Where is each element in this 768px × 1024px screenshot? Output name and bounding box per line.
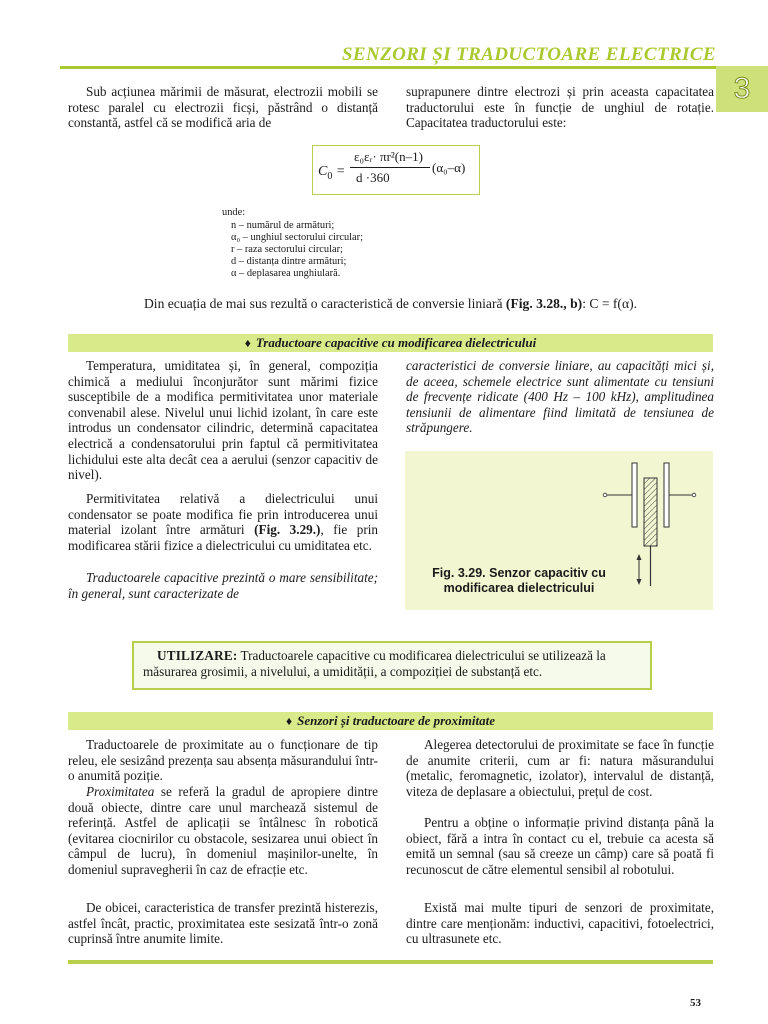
variable-item: α₀ – unghiul sectorului circular; — [231, 232, 363, 244]
variable-item: n – numărul de armături; — [231, 220, 335, 231]
intro-left-paragraph: Sub acțiunea mărimii de măsurat, electrozii mobili se rotesc paralel cu electrozii ficși, păstrând o distanță constantă, astfel că se modifică aria de — [68, 84, 378, 131]
page-number: 53 — [690, 997, 701, 1009]
where-label: unde: — [222, 207, 246, 218]
proximity-right-paragraph-2: Pentru a obține o informație privind distanța până la obiect, fără a intra în contact cu el, trebuie ca acesta să emită un semnal (sau să creeze un câmp) care să poată fi recunoscut de către elementul sensibil al robotului. — [406, 815, 714, 877]
variable-item: α – deplasarea unghiulară. — [231, 268, 341, 280]
figure-caption: Fig. 3.29. Senzor capacitiv cu modificarea dielectricului — [432, 566, 606, 595]
dielectric-paragraph-2: Permitivitatea relativă a dielectricului unui condensator se poate modifica fie prin introducerea unui material izolant între armături (Fig. 3.29.), fie prin modificarea stării fizice a dielectricului cu umiditatea etc. — [68, 491, 378, 553]
figure-reference: (Fig. 3.28., b) — [505, 296, 583, 311]
conclusion-line: Din ecuația de mai sus rezultă o caracteristică de conversie liniară (Fig. 3.28., b): C = f(α). — [143, 296, 638, 311]
formula-denominator: d ·360 — [356, 170, 390, 185]
header-rule — [60, 66, 716, 69]
proximity-right-paragraph-3: Există mai multe tipuri de senzori de proximitate, dintre care menționăm: inductivi, capacitivi, fotoelectrici, cu ultrasunete etc. — [406, 900, 714, 947]
term-proximity: Proximitatea — [86, 784, 155, 799]
variable-item: r – raza sectorului circular; — [231, 244, 343, 256]
formula-fraction-line — [350, 167, 430, 168]
dielectric-paragraph-3: Traductoarele capacitive prezintă o mare sensibilitate; în general, sunt caracterizate de — [68, 570, 378, 601]
proximity-left-paragraph-2: Proximitatea se referă la gradul de apropiere dintre două obiecte, dintre care unul marchează sistemul de referință. Astfel de aplicații se întâlnesc în robotică (evitarea ciocnirilor cu obstacole, sesizarea unui obiect în câmpul de lucru), în domeniul mașinilor-unelte, în domeniul supravegherii în caz de efracție etc. — [68, 784, 378, 877]
diamond-bullet-icon: ♦ — [285, 713, 293, 728]
usage-box — [132, 641, 652, 690]
usage-label: UTILIZARE: — [157, 648, 238, 663]
formula-angle-term: (α₀–α) — [432, 160, 466, 175]
chapter-title: SENZORI ȘI TRADUCTOARE ELECTRICE — [341, 44, 716, 65]
section-heading-dielectric: ♦ Traductoare capacitive cu modificarea dielectricului — [68, 334, 713, 352]
usage-text: Traductoarele capacitive cu modificarea dielectricului se utilizează la măsurarea grosimii, a nivelului, a umidității, a compoziției de substanță etc. — [143, 648, 606, 679]
proximity-right-paragraph-1: Alegerea detectorului de proximitate se face în funcție de anumite criterii, cum ar fi: natura măsurandului (metalic, feromagnetic, izolator), intervalul de distanță, viteza de deplasare a obiectului, prețul de cost. — [406, 737, 714, 799]
footer-rule — [68, 960, 713, 964]
dielectric-paragraph-1: Temperatura, umiditatea și, în general, compoziția chimică a mediului înconjurător sunt mărimi fizice susceptibile de a modifica permitivitatea unor materiale convenabil alese. Nivelul unui lichid izolant, în care este introdus un condensator cilindric, determină capacitatea electrică a condensatorului prin faptul că permitivitatea lichidului este alta decât cea a aerului (senzor capacitiv de nivel). — [68, 358, 378, 483]
chapter-number: 3 — [716, 66, 768, 112]
diamond-bullet-icon: ♦ — [244, 335, 251, 350]
proximity-left-paragraph-3: De obicei, caracteristica de transfer prezintă histerezis, astfel încât, practic, proximitatea este sesizată într-o zonă cuprinsă între anumite limite. — [68, 900, 378, 947]
variable-list — [231, 220, 363, 280]
dielectric-paragraph-3-continued: caracteristici de conversie liniare, au capacități mici și, de aceea, schemele electrice sunt alimentate cu tensiuni de frecvențe ridicate (400 Hz – 100 kHz), amplitudinea tensiunii de alimentare fiind limitată de tensiunea de străpungere. — [406, 358, 714, 436]
variable-item: d – distanța dintre armături; — [231, 256, 347, 268]
intro-right-paragraph: suprapunere dintre electrozi și prin aceasta capacitatea traductorului este în funcție de unghiul de rotație. Capacitatea traductorului este: — [406, 84, 714, 131]
formula-lhs: $C_0$ = — [318, 164, 346, 182]
proximity-left-paragraph-1: Traductoarele de proximitate au o funcționare de tip releu, ele sesizând prezența sau absența măsurandului într-o anumită poziție. — [68, 737, 378, 784]
formula-numerator: ε₀εᵣ· πr²(n–1) — [354, 149, 423, 164]
section-heading-proximity: ♦ Senzori și traductoare de proximitate — [68, 712, 713, 730]
